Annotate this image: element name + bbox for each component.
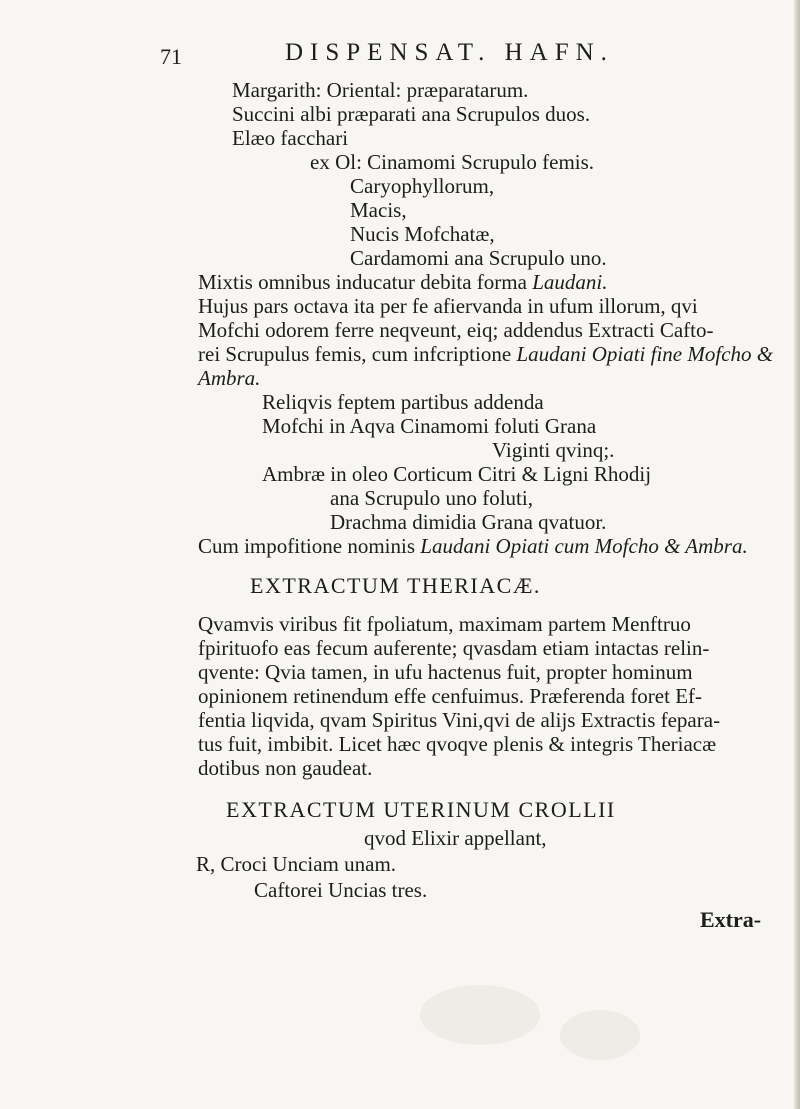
paragraph-line: fentia liqvida, qvam Spiritus Vini,qvi de alijs Extractis fepara- xyxy=(198,708,721,732)
recipe-line: Cardamomi ana Scrupulo uno. xyxy=(350,246,607,270)
paragraph-line: opinionem retinendum effe cenfuimus. Præferenda foret Ef- xyxy=(198,684,703,708)
italic-span: Laudani. xyxy=(532,270,608,294)
recipe-line: Viginti qvinq;. xyxy=(492,438,615,462)
recipe-line: Ambræ in oleo Corticum Citri & Ligni Rhodij xyxy=(262,462,652,486)
recipe-line: ana Scrupulo uno foluti, xyxy=(330,486,533,510)
text-line: Hujus pars octava ita per fe afiervanda in ufum illorum, qvi xyxy=(198,294,698,318)
italic-span: Laudani Opiati cum Mofcho & Ambra. xyxy=(420,534,748,558)
paragraph-line: Qvamvis viribus fit fpoliatum, maximam partem Menftruo xyxy=(198,612,691,636)
recipe-line: Reliqvis feptem partibus addenda xyxy=(262,390,544,414)
paragraph-line: fpirituofo eas fecum auferente; qvasdam etiam intactas relin- xyxy=(198,636,710,660)
text-line: Ambra. xyxy=(198,366,261,390)
recipe-line: Succini albi præparati ana Scrupulos duos. xyxy=(232,102,591,126)
recipe-line: Margarith: Oriental: præparatarum. xyxy=(232,78,529,102)
recipe-line: Nucis Mofchatæ, xyxy=(350,222,495,246)
section-subtitle: qvod Elixir appellant, xyxy=(364,826,547,850)
page-edge xyxy=(794,0,800,1109)
recipe-line: Caftorei Uncias tres. xyxy=(254,878,428,902)
text-span: Mixtis omnibus inducatur debita forma xyxy=(198,270,527,294)
paragraph-line: dotibus non gaudeat. xyxy=(198,756,373,780)
text-line: Mofchi odorem ferre neqveunt, eiq; addendus Extracti Cafto- xyxy=(198,318,714,342)
page-number: 71 xyxy=(160,44,182,69)
recipe-line: Drachma dimidia Grana qvatuor. xyxy=(330,510,607,534)
recipe-line: Caryophyllorum, xyxy=(350,174,495,198)
stain xyxy=(560,1010,640,1060)
recipe-line: ex Ol: Cinamomi Scrupulo femis. xyxy=(310,150,595,174)
recipe-line: Macis, xyxy=(350,198,407,222)
italic-span: Laudani Opiati fine Mofcho & xyxy=(516,342,774,366)
section-title: EXTRACTUM THERIACÆ. xyxy=(250,573,541,598)
catchword: Extra- xyxy=(700,907,762,932)
recipe-line: Mofchi in Aqva Cinamomi foluti Grana xyxy=(262,414,597,438)
text-line xyxy=(198,270,607,294)
paragraph-line: qvente: Qvia tamen, in ufu hactenus fuit, propter hominum xyxy=(198,660,693,684)
recipe-line: Elæo facchari xyxy=(232,126,349,150)
stain xyxy=(420,985,540,1045)
text-span: rei Scrupulus femis, cum infcriptione xyxy=(198,342,512,366)
text-span: Cum impofitione nominis xyxy=(198,534,416,558)
running-title: DISPENSAT. HAFN. xyxy=(285,39,614,66)
text-line xyxy=(198,534,748,558)
paragraph-line: tus fuit, imbibit. Licet hæc qvoqve plenis & integris Theriacæ xyxy=(198,732,717,756)
text-line xyxy=(198,342,773,366)
section-title: EXTRACTUM UTERINUM CROLLII xyxy=(226,797,616,822)
recipe-line: R, Croci Unciam unam. xyxy=(196,852,397,876)
